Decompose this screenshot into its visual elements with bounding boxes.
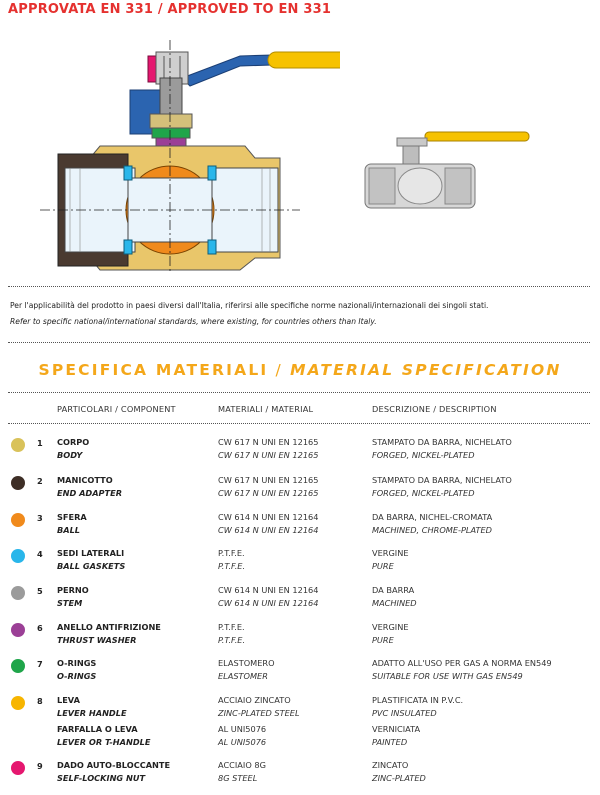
part-name-en: BODY <box>57 449 83 460</box>
part-color-dot <box>11 696 25 710</box>
note-english: Refer to specific national/international standards, where existing, for countries others than Italy. <box>10 317 377 326</box>
part-name-en: LEVER HANDLE <box>57 707 127 718</box>
part-name <box>57 547 125 572</box>
part-description-en: SUITABLE FOR USE WITH GAS EN549 <box>372 670 523 681</box>
part-name <box>57 584 89 609</box>
table-row <box>0 547 600 581</box>
part-material-it: ACCIAIO ZINCATO <box>218 695 291 705</box>
part-description <box>372 657 552 682</box>
part-description-it: VERGINE <box>372 622 409 632</box>
table-row <box>0 723 600 757</box>
header-material: MATERIALI / MATERIAL <box>218 404 314 414</box>
header-description: DESCRIZIONE / DESCRIPTION <box>372 404 497 414</box>
part-description-en: PURE <box>372 560 394 571</box>
part-name <box>57 474 122 499</box>
part-name-en: O-RINGS <box>57 670 97 681</box>
spec-title <box>0 361 600 379</box>
spec-title-sep: / <box>268 361 291 379</box>
part-name-it: SEDI LATERALI <box>57 548 125 558</box>
part-material-it: P.T.F.E. <box>218 622 245 632</box>
part-description-it: ADATTO ALL'USO PER GAS A NORMA EN549 <box>372 658 552 668</box>
part-description <box>372 723 420 748</box>
part-number: 1 <box>37 438 43 448</box>
photo-lever <box>425 132 529 141</box>
lever-handle <box>182 55 272 86</box>
part-number: 8 <box>37 696 43 706</box>
part-description-it: DA BARRA, NICHEL-CROMATA <box>372 512 493 522</box>
ball-gasket-right <box>208 166 216 180</box>
part-description <box>372 584 417 609</box>
part-material-en: CW 614 N UNI EN 12164 <box>218 524 319 535</box>
part-material <box>218 511 318 536</box>
part-description <box>372 547 409 572</box>
part-description-it: STAMPATO DA BARRA, NICHELATO <box>372 475 512 485</box>
table-row <box>0 621 600 655</box>
part-name-it: MANICOTTO <box>57 475 113 485</box>
part-material-en: CW 614 N UNI EN 12164 <box>218 597 319 608</box>
part-description-it: DA BARRA <box>372 585 415 595</box>
part-material-it: CW 617 N UNI EN 12165 <box>218 437 319 447</box>
part-name <box>57 723 150 748</box>
part-name-en: LEVER OR T-HANDLE <box>57 736 151 747</box>
part-name-it: LEVA <box>57 695 80 705</box>
note-italian: Per l'applicabilità del prodotto in paesi diversi dall'Italia, riferirsi alle specifiche norme nazionali/internazionali dei singoli stati. <box>10 301 489 310</box>
part-description <box>372 474 512 499</box>
part-name-it: FARFALLA O LEVA <box>57 724 138 734</box>
part-material <box>218 759 266 784</box>
part-description-en: MACHINED <box>372 597 417 608</box>
lever-grip <box>268 52 340 68</box>
part-number: 2 <box>37 476 43 486</box>
part-material-en: AL UNI5076 <box>218 736 267 747</box>
part-number: 5 <box>37 586 43 596</box>
table-row <box>0 759 600 793</box>
page-title: APPROVATA EN 331 / APPROVED TO EN 331 <box>8 2 332 17</box>
part-name-it: PERNO <box>57 585 89 595</box>
part-name-it: CORPO <box>57 437 90 447</box>
spec-title-en: MATERIAL SPECIFICATION <box>290 361 562 379</box>
part-material-en: CW 617 N UNI EN 12165 <box>218 487 319 498</box>
valve-cross-section-drawing <box>0 18 340 278</box>
part-material-it: CW 617 N UNI EN 12165 <box>218 475 319 485</box>
part-name <box>57 694 127 719</box>
part-number: 6 <box>37 623 43 633</box>
part-description-en: PURE <box>372 634 394 645</box>
part-description-en: ZINC-PLATED <box>372 772 426 783</box>
part-name <box>57 759 170 784</box>
part-description-en: FORGED, NICKEL-PLATED <box>372 449 475 460</box>
part-name-it: DADO AUTO-BLOCCANTE <box>57 760 171 770</box>
part-color-dot <box>11 623 25 637</box>
part-color-dot <box>11 549 25 563</box>
part-color-dot <box>11 761 25 775</box>
part-material-en: CW 617 N UNI EN 12165 <box>218 449 319 460</box>
table-row <box>0 584 600 618</box>
part-material-it: P.T.F.E. <box>218 548 245 558</box>
divider-table-top <box>8 423 590 424</box>
valve-product-photo <box>355 118 535 218</box>
part-material <box>218 723 266 748</box>
part-color-dot <box>11 438 25 452</box>
part-color-dot <box>11 659 25 673</box>
divider-header <box>8 392 590 393</box>
part-number: 7 <box>37 659 43 669</box>
part-description-en: MACHINED, CHROME-PLATED <box>372 524 492 535</box>
part-material-it: ACCIAIO 8G <box>218 760 266 770</box>
part-material-it: AL UNI5076 <box>218 724 267 734</box>
part-material-en: ZINC-PLATED STEEL <box>218 707 300 718</box>
part-description <box>372 436 512 461</box>
table-row <box>0 657 600 691</box>
table-row <box>0 511 600 545</box>
part-name-it: ANELLO ANTIFRIZIONE <box>57 622 161 632</box>
part-name-it: O-RINGS <box>57 658 97 668</box>
part-name-en: SELF-LOCKING NUT <box>57 772 146 783</box>
part-material <box>218 584 318 609</box>
divider-top <box>8 286 590 287</box>
part-name-en: END ADAPTER <box>57 487 123 498</box>
part-name <box>57 657 96 682</box>
part-name-en: BALL <box>57 524 81 535</box>
part-description-it: STAMPATO DA BARRA, NICHELATO <box>372 437 512 447</box>
part-material-it: CW 614 N UNI EN 12164 <box>218 585 319 595</box>
part-number: 9 <box>37 761 43 771</box>
part-number: 4 <box>37 549 43 559</box>
part-description <box>372 621 409 646</box>
part-description <box>372 511 492 536</box>
part-color-dot <box>11 513 25 527</box>
spec-title-it: SPECIFICA MATERIALI <box>38 361 269 379</box>
part-name <box>57 621 161 646</box>
part-description-it: VERNICIATA <box>372 724 421 734</box>
part-color-dot <box>11 586 25 600</box>
part-description-it: PLASTIFICATA IN P.V.C. <box>372 695 464 705</box>
part-name <box>57 436 89 461</box>
part-material-en: P.T.F.E. <box>218 560 246 571</box>
part-description-it: VERGINE <box>372 548 409 558</box>
part-description-it: ZINCATO <box>372 760 409 770</box>
header-component: PARTICOLARI / COMPONENT <box>57 404 176 414</box>
part-description <box>372 759 426 784</box>
table-row <box>0 474 600 508</box>
part-name <box>57 511 87 536</box>
part-description-en: PVC INSULATED <box>372 707 437 718</box>
part-material <box>218 474 318 499</box>
part-material-en: 8G STEEL <box>218 772 258 783</box>
part-name-en: THRUST WASHER <box>57 634 137 645</box>
part-material-it: CW 614 N UNI EN 12164 <box>218 512 319 522</box>
part-number: 3 <box>37 513 43 523</box>
part-material <box>218 694 300 719</box>
part-material <box>218 657 275 682</box>
divider-middle <box>8 342 590 343</box>
ball-gasket-left <box>124 166 132 180</box>
part-name-it: SFERA <box>57 512 87 522</box>
part-name-en: STEM <box>57 597 83 608</box>
part-material-en: ELASTOMER <box>218 670 268 681</box>
table-row <box>0 436 600 470</box>
part-description-en: FORGED, NICKEL-PLATED <box>372 487 475 498</box>
part-description-en: PAINTED <box>372 736 408 747</box>
part-material <box>218 621 245 646</box>
part-description <box>372 694 463 719</box>
part-material <box>218 436 318 461</box>
part-name-en: BALL GASKETS <box>57 560 126 571</box>
part-color-dot <box>11 476 25 490</box>
part-material <box>218 547 245 572</box>
part-material-en: P.T.F.E. <box>218 634 246 645</box>
part-material-it: ELASTOMERO <box>218 658 275 668</box>
